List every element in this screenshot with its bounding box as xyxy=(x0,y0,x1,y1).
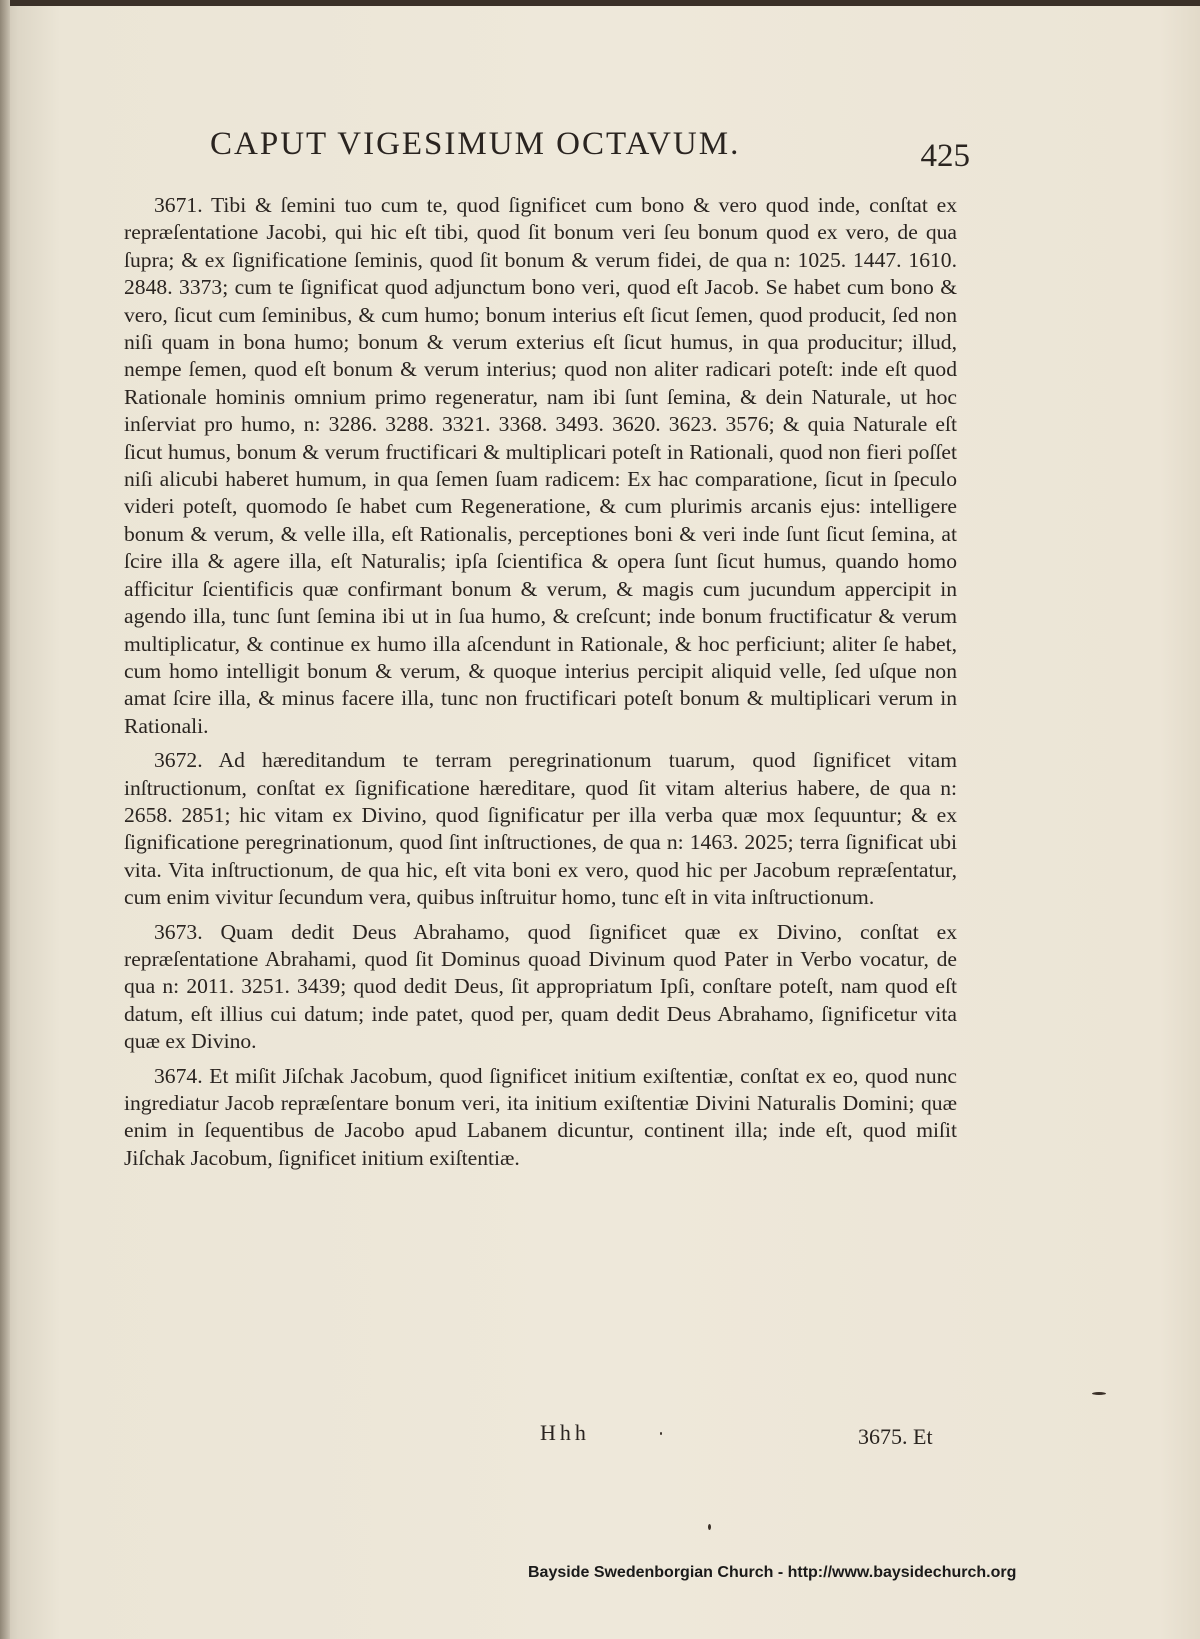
text-body xyxy=(124,192,957,1179)
paragraph-3671: 3671. Tibi & ſemini tuo cum te, quod ſignificet cum bono & vero quod inde, conſtat ex repræſentatione Jacobi, qui hic eſt tibi, quod ſit bonum veri ſeu bonum quod ex vero, de qua ſupra; & ex ſignificatione ſeminis, quod ſit bonum & verum fidei, de qua n: 1025. 1447. 1610. 2848. 3373; cum te ſignificat quod adjunctum bono veri, quod eſt Jacob. Se habet cum bono & vero, ſicut cum ſeminibus, & cum humo; bonum interius eſt ſicut ſemen, quod producit, ſed non niſi quam in bona humo; bonum & verum exterius eſt ſicut humus, in qua producitur; illud, nempe ſemen, quod eſt bonum & verum interius; quod non aliter radicari poteſt: inde eſt quod Rationale hominis omnium primo regeneratur, nam ibi ſunt ſemina, & dein Naturale, ut hoc inſerviat pro humo, n: 3286. 3288. 3321. 3368. 3493. 3620. 3623. 3576; & quia Naturale eſt ſicut humus, bonum & verum fructificari & multiplicari poteſt in Rationali, quod non fieri poſſet niſi alicubi haberet humum, in qua ſemen ſuam radicem: Ex hac comparatione, ſicut in ſpeculo videri poteſt, quomodo ſe habet cum Regeneratione, & cum plurimis arcanis ejus: intelligere bonum & verum, & velle illa, eſt Rationalis, perceptiones boni & veri inde ſunt ſicut ſemina, at ſcire illa & agere illa, eſt Naturalis; ipſa ſcientifica & opera ſunt ſicut humus, quando homo afficitur ſcientificis quæ confirmant bonum & verum, & magis cum jucundum appercipit in agendo illa, tunc ſunt ſemina ibi ut in ſua humo, & creſcunt; inde bonum fructificatur & verum multiplicatur, & continue ex humo illa aſcendunt in Rationale, & hoc perficiunt; aliter ſe habet, cum homo intelligit bonum & verum, & quoque interius percipit aliquid velle, ſed uſque non amat ſcire illa, & minus facere illa, tunc non fructificari poteſt bonum & multiplicari verum in Rationali. xyxy=(124,193,957,738)
top-edge xyxy=(0,0,1200,6)
signature-mark: Hhh xyxy=(540,1420,590,1445)
catchword: 3675. Et xyxy=(858,1424,933,1449)
ink-speck xyxy=(1092,1392,1106,1395)
binding-edge xyxy=(0,0,10,1639)
running-header xyxy=(210,126,970,182)
website-credit: Bayside Swedenborgian Church - http://www.baysidechurch.org xyxy=(528,1564,1017,1581)
paragraph-3672: 3672. Ad hæreditandum te terram peregrinationum tuarum, quod ſignificet vitam inſtructionum, conſtat ex ſignificatione hæreditare, quod ſit vitam alterius habere, de qua n: 2658. 2851; hic vitam ex Divino, quod ſignificatur per illa verba quæ mox ſequuntur; & ex ſignificatione peregrinationum, quod ſint inſtructiones, de qua n: 1463. 2025; terra ſignificat ubi vita. Vita inſtructionum, de qua hic, eſt vita boni ex vero, quod hic per Jacobum repræſentatur, cum enim vivitur ſecundum vera, quibus inſtruitur homo, tunc eſt in vita inſtructionum. xyxy=(124,748,957,910)
paragraph-3674: 3674. Et miſit Jiſchak Jacobum, quod ſignificet initium exiſtentiæ, conſtat ex eo, quod nunc ingrediatur Jacob repræſentare bonum veri, ita initium exiſtentiæ Divini Naturalis Domini; quæ enim in ſequentibus de Jacobo apud Labanem dicuntur, continent illa; inde eſt, quod miſit Jiſchak Jacobum, ſignificet initium exiſtentiæ. xyxy=(124,1063,957,1170)
page-title: CAPUT VIGESIMUM OCTAVUM. xyxy=(210,126,741,162)
page-number: 425 xyxy=(920,138,970,174)
ink-speck xyxy=(660,1432,662,1435)
paragraph-3673: 3673. Quam dedit Deus Abrahamo, quod ſignificet quæ ex Divino, conſtat ex repræſentatione Abrahami, quod ſit Dominus quoad Divinum quod Pater in Verbo vocatur, de qua n: 2011. 3251. 3439; quod dedit Deus, ſit appropriatum Ipſi, conſtare poteſt, nam quod eſt datum, eſt illius cui datum; inde patet, quod per, quam dedit Deus Abrahamo, ſignificetur vita quæ ex Divino. xyxy=(124,919,957,1054)
ink-speck xyxy=(708,1524,711,1530)
